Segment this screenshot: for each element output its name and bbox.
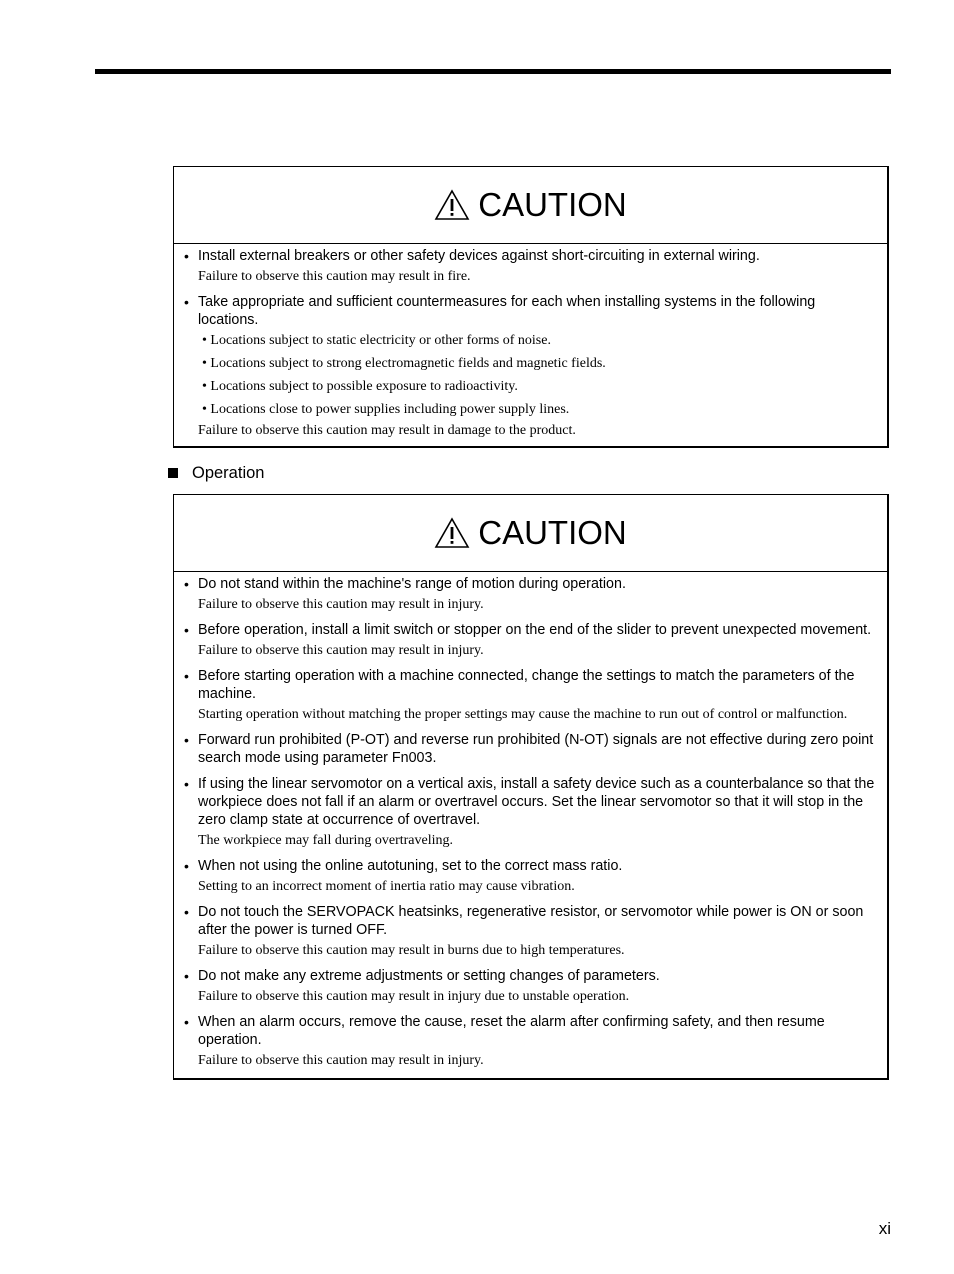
bullet: •	[184, 294, 189, 310]
caution-item	[184, 857, 887, 895]
caution-consequence: Failure to observe this caution may result in fire.	[198, 269, 471, 284]
caution-text: When an alarm occurs, remove the cause, reset the alarm after confirming safety, and then resume operation.	[198, 1014, 825, 1048]
caution-header	[174, 495, 887, 572]
bullet: •	[184, 904, 189, 920]
bullet: •	[184, 732, 189, 748]
bullet: •	[184, 1014, 189, 1030]
caution-text: Install external breakers or other safety devices against short-circuiting in external wiring.	[198, 248, 760, 264]
warning-triangle-icon	[434, 517, 470, 549]
caution-consequence: The workpiece may fall during overtraveling.	[198, 833, 454, 848]
bullet: •	[184, 968, 189, 984]
caution-header	[174, 167, 887, 244]
caution-item	[184, 903, 887, 959]
caution-consequence: Starting operation without matching the proper settings may cause the machine to run out of control or malfunction.	[198, 707, 848, 722]
caution-consequence: Failure to observe this caution may result in burns due to high temperatures.	[198, 943, 625, 958]
caution-body	[174, 572, 887, 1069]
bullet: •	[184, 776, 189, 792]
caution-box-operation	[173, 494, 889, 1080]
warning-triangle-icon	[434, 189, 470, 221]
caution-consequence: Failure to observe this caution may result in injury.	[198, 597, 484, 612]
caution-title: CAUTION	[478, 514, 627, 551]
caution-item	[184, 667, 887, 723]
caution-text: Do not make any extreme adjustments or setting changes of parameters.	[198, 968, 660, 984]
page-number: xi	[878, 1219, 891, 1238]
bullet: •	[184, 576, 189, 592]
top-rule	[95, 69, 891, 74]
caution-text: Do not touch the SERVOPACK heatsinks, regenerative resistor, or servomotor while power is ON or soon after the power is turned OFF.	[198, 904, 864, 938]
caution-box-wiring	[173, 166, 889, 448]
location-item: • Locations subject to static electricity or other forms of noise.	[202, 333, 551, 348]
caution-consequence: Failure to observe this caution may result in injury.	[198, 1053, 484, 1068]
caution-title: CAUTION	[478, 186, 627, 223]
section-heading	[168, 463, 264, 483]
section-heading-text: Operation	[192, 464, 265, 482]
caution-text: Before starting operation with a machine connected, change the settings to match the parameters of the machine.	[198, 668, 855, 702]
caution-item	[184, 575, 887, 613]
location-item: • Locations subject to strong electromagnetic fields and magnetic fields.	[202, 356, 606, 371]
caution-text: Take appropriate and sufficient countermeasures for each when installing systems in the following locations.	[198, 294, 816, 328]
location-list	[198, 332, 887, 418]
bullet: •	[184, 248, 189, 264]
caution-body	[174, 244, 887, 439]
location-item: • Locations close to power supplies including power supply lines.	[202, 402, 570, 417]
caution-item	[184, 775, 887, 849]
caution-item	[184, 293, 887, 439]
caution-text: When not using the online autotuning, set to the correct mass ratio.	[198, 858, 623, 874]
caution-item	[184, 731, 887, 767]
caution-item	[184, 967, 887, 1005]
bullet: •	[184, 858, 189, 874]
caution-consequence: Setting to an incorrect moment of inertia ratio may cause vibration.	[198, 879, 575, 894]
caution-item	[184, 247, 887, 285]
caution-item	[184, 1013, 887, 1069]
caution-text: Do not stand within the machine's range of motion during operation.	[198, 576, 626, 592]
bullet: •	[184, 668, 189, 684]
caution-text: Forward run prohibited (P-OT) and reverse run prohibited (N-OT) signals are not effective during zero point search mode using parameter Fn003.	[198, 732, 874, 766]
caution-text: Before operation, install a limit switch or stopper on the end of the slider to prevent unexpected movement.	[198, 622, 872, 638]
caution-consequence: Failure to observe this caution may result in injury.	[198, 643, 484, 658]
location-item: • Locations subject to possible exposure to radioactivity.	[202, 379, 518, 394]
caution-item	[184, 621, 887, 659]
caution-text: If using the linear servomotor on a vertical axis, install a safety device such as a counterbalance so that the workpiece does not fall if an alarm or overtravel occurs. Set the linear servomotor so that it will stop in the zero clamp state at occurrence of overtravel.	[198, 776, 875, 828]
caution-consequence: Failure to observe this caution may result in injury due to unstable operation.	[198, 989, 630, 1004]
bullet: •	[184, 622, 189, 638]
caution-consequence: Failure to observe this caution may result in damage to the product.	[198, 423, 576, 438]
square-bullet-icon	[168, 468, 178, 478]
